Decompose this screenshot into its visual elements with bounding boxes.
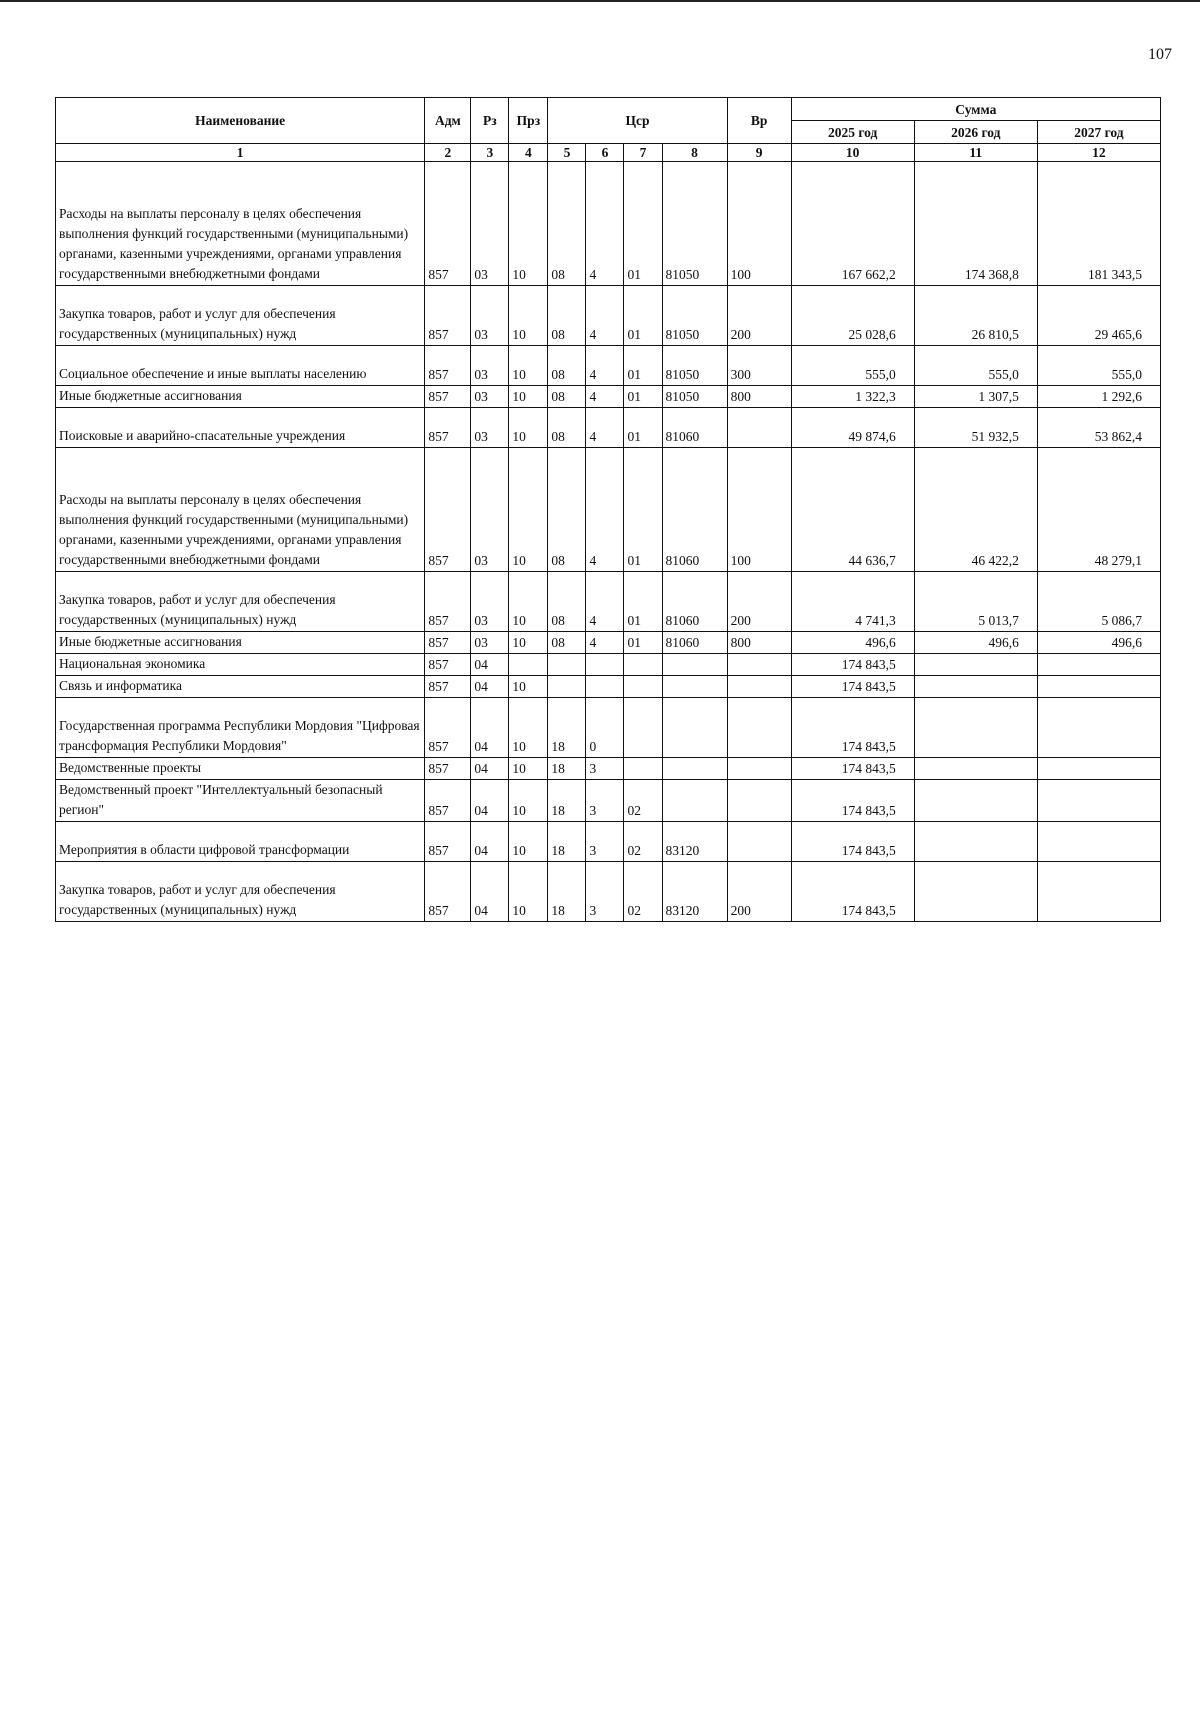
row-csr-program: 08 bbox=[548, 448, 586, 572]
row-rz: 03 bbox=[471, 346, 509, 386]
header-year-2025: 2025 год bbox=[791, 121, 914, 144]
row-vr: 100 bbox=[727, 448, 791, 572]
row-sum-2026: 5 013,7 bbox=[914, 572, 1037, 632]
row-rz: 03 bbox=[471, 632, 509, 654]
table-row bbox=[56, 822, 1161, 862]
table-body bbox=[56, 162, 1161, 922]
row-csr-direction: 81060 bbox=[662, 448, 727, 572]
header-name: Наименование bbox=[56, 98, 425, 144]
row-csr-type: 4 bbox=[586, 286, 624, 346]
row-rz: 04 bbox=[471, 676, 509, 698]
row-csr-program: 18 bbox=[548, 698, 586, 758]
row-adm: 857 bbox=[425, 386, 471, 408]
header-year-2026: 2026 год bbox=[914, 121, 1037, 144]
row-name: Иные бюджетные ассигнования bbox=[56, 632, 425, 654]
row-sum-2027: 53 862,4 bbox=[1037, 408, 1160, 448]
row-sum-2025: 174 843,5 bbox=[791, 758, 914, 780]
row-csr-type: 4 bbox=[586, 408, 624, 448]
row-adm: 857 bbox=[425, 822, 471, 862]
row-vr bbox=[727, 408, 791, 448]
table-row bbox=[56, 698, 1161, 758]
row-sum-2025: 174 843,5 bbox=[791, 862, 914, 922]
row-name: Поисковые и аварийно-спасательные учреждения bbox=[56, 408, 425, 448]
row-csr-program: 18 bbox=[548, 862, 586, 922]
row-sum-2025: 167 662,2 bbox=[791, 162, 914, 286]
row-adm: 857 bbox=[425, 780, 471, 822]
row-vr: 200 bbox=[727, 572, 791, 632]
row-name: Ведомственные проекты bbox=[56, 758, 425, 780]
row-csr-program: 08 bbox=[548, 346, 586, 386]
row-csr-direction: 81060 bbox=[662, 572, 727, 632]
row-adm: 857 bbox=[425, 572, 471, 632]
header-year-2027: 2027 год bbox=[1037, 121, 1160, 144]
row-prz: 10 bbox=[509, 408, 548, 448]
row-csr-program: 08 bbox=[548, 632, 586, 654]
row-name: Закупка товаров, работ и услуг для обеспечения государственных (муниципальных) нужд bbox=[56, 862, 425, 922]
row-sum-2025: 4 741,3 bbox=[791, 572, 914, 632]
row-vr bbox=[727, 676, 791, 698]
table-row bbox=[56, 286, 1161, 346]
row-csr-program: 18 bbox=[548, 822, 586, 862]
row-rz: 04 bbox=[471, 654, 509, 676]
row-adm: 857 bbox=[425, 162, 471, 286]
row-sum-2027 bbox=[1037, 780, 1160, 822]
table-header bbox=[56, 98, 1161, 162]
row-csr-program: 18 bbox=[548, 758, 586, 780]
row-csr-type: 4 bbox=[586, 632, 624, 654]
header-csr: Цср bbox=[548, 98, 727, 144]
row-rz: 03 bbox=[471, 286, 509, 346]
row-csr-structure: 01 bbox=[624, 162, 662, 286]
header-vr: Вр bbox=[727, 98, 791, 144]
row-csr-type: 4 bbox=[586, 346, 624, 386]
col-number: 3 bbox=[471, 144, 509, 162]
row-sum-2027: 1 292,6 bbox=[1037, 386, 1160, 408]
row-vr bbox=[727, 822, 791, 862]
row-csr-direction bbox=[662, 698, 727, 758]
row-csr-structure: 01 bbox=[624, 448, 662, 572]
row-csr-direction bbox=[662, 676, 727, 698]
row-csr-type: 4 bbox=[586, 386, 624, 408]
row-csr-program bbox=[548, 654, 586, 676]
row-csr-program: 08 bbox=[548, 408, 586, 448]
row-sum-2025: 1 322,3 bbox=[791, 386, 914, 408]
row-sum-2025: 174 843,5 bbox=[791, 654, 914, 676]
row-csr-direction: 81060 bbox=[662, 632, 727, 654]
row-csr-program: 08 bbox=[548, 386, 586, 408]
row-prz bbox=[509, 654, 548, 676]
row-csr-program: 18 bbox=[548, 780, 586, 822]
row-prz: 10 bbox=[509, 698, 548, 758]
row-vr: 100 bbox=[727, 162, 791, 286]
row-sum-2027 bbox=[1037, 822, 1160, 862]
row-csr-type: 3 bbox=[586, 758, 624, 780]
col-number: 6 bbox=[586, 144, 624, 162]
table-row bbox=[56, 862, 1161, 922]
row-vr: 800 bbox=[727, 386, 791, 408]
row-adm: 857 bbox=[425, 698, 471, 758]
row-sum-2026 bbox=[914, 822, 1037, 862]
row-sum-2026: 26 810,5 bbox=[914, 286, 1037, 346]
row-vr bbox=[727, 758, 791, 780]
row-prz: 10 bbox=[509, 676, 548, 698]
row-csr-direction: 81060 bbox=[662, 408, 727, 448]
row-vr: 200 bbox=[727, 286, 791, 346]
row-sum-2027 bbox=[1037, 758, 1160, 780]
row-csr-structure: 01 bbox=[624, 408, 662, 448]
col-number: 8 bbox=[662, 144, 727, 162]
row-rz: 04 bbox=[471, 758, 509, 780]
row-name: Национальная экономика bbox=[56, 654, 425, 676]
row-csr-type: 3 bbox=[586, 862, 624, 922]
table-row bbox=[56, 408, 1161, 448]
row-sum-2025: 174 843,5 bbox=[791, 698, 914, 758]
row-adm: 857 bbox=[425, 758, 471, 780]
row-sum-2027: 48 279,1 bbox=[1037, 448, 1160, 572]
row-adm: 857 bbox=[425, 676, 471, 698]
row-adm: 857 bbox=[425, 862, 471, 922]
row-csr-structure bbox=[624, 654, 662, 676]
row-sum-2027: 496,6 bbox=[1037, 632, 1160, 654]
row-sum-2027 bbox=[1037, 676, 1160, 698]
row-name: Иные бюджетные ассигнования bbox=[56, 386, 425, 408]
table-row bbox=[56, 162, 1161, 286]
row-sum-2026: 46 422,2 bbox=[914, 448, 1037, 572]
row-csr-program bbox=[548, 676, 586, 698]
row-vr bbox=[727, 698, 791, 758]
row-csr-type: 4 bbox=[586, 448, 624, 572]
row-csr-type: 0 bbox=[586, 698, 624, 758]
row-csr-type: 4 bbox=[586, 572, 624, 632]
row-csr-structure bbox=[624, 676, 662, 698]
table-row bbox=[56, 448, 1161, 572]
row-vr bbox=[727, 780, 791, 822]
row-prz: 10 bbox=[509, 862, 548, 922]
row-name: Закупка товаров, работ и услуг для обеспечения государственных (муниципальных) нужд bbox=[56, 572, 425, 632]
row-sum-2026: 496,6 bbox=[914, 632, 1037, 654]
row-csr-direction: 81050 bbox=[662, 286, 727, 346]
row-rz: 04 bbox=[471, 822, 509, 862]
table-row bbox=[56, 346, 1161, 386]
row-adm: 857 bbox=[425, 408, 471, 448]
table-row bbox=[56, 572, 1161, 632]
row-vr: 300 bbox=[727, 346, 791, 386]
page-number: 107 bbox=[1148, 46, 1172, 63]
row-sum-2026 bbox=[914, 698, 1037, 758]
row-prz: 10 bbox=[509, 386, 548, 408]
row-name: Ведомственный проект "Интеллектуальный безопасный регион" bbox=[56, 780, 425, 822]
table-row bbox=[56, 780, 1161, 822]
col-number: 11 bbox=[914, 144, 1037, 162]
row-vr: 200 bbox=[727, 862, 791, 922]
row-rz: 04 bbox=[471, 698, 509, 758]
row-rz: 03 bbox=[471, 572, 509, 632]
row-sum-2027 bbox=[1037, 698, 1160, 758]
header-sum: Сумма bbox=[791, 98, 1160, 121]
row-sum-2025: 555,0 bbox=[791, 346, 914, 386]
row-adm: 857 bbox=[425, 654, 471, 676]
row-name: Социальное обеспечение и иные выплаты населению bbox=[56, 346, 425, 386]
row-csr-structure: 01 bbox=[624, 572, 662, 632]
row-sum-2025: 25 028,6 bbox=[791, 286, 914, 346]
row-sum-2027: 181 343,5 bbox=[1037, 162, 1160, 286]
col-number: 2 bbox=[425, 144, 471, 162]
row-sum-2026: 51 932,5 bbox=[914, 408, 1037, 448]
row-sum-2026 bbox=[914, 758, 1037, 780]
row-rz: 03 bbox=[471, 448, 509, 572]
row-rz: 03 bbox=[471, 408, 509, 448]
row-sum-2025: 44 636,7 bbox=[791, 448, 914, 572]
row-rz: 04 bbox=[471, 780, 509, 822]
row-sum-2027 bbox=[1037, 654, 1160, 676]
row-csr-type: 3 bbox=[586, 780, 624, 822]
row-csr-structure: 01 bbox=[624, 346, 662, 386]
row-csr-program: 08 bbox=[548, 572, 586, 632]
col-number: 1 bbox=[56, 144, 425, 162]
row-csr-program: 08 bbox=[548, 162, 586, 286]
table-row bbox=[56, 758, 1161, 780]
row-rz: 03 bbox=[471, 386, 509, 408]
table-row bbox=[56, 654, 1161, 676]
row-sum-2027: 29 465,6 bbox=[1037, 286, 1160, 346]
row-csr-structure: 02 bbox=[624, 780, 662, 822]
col-number: 9 bbox=[727, 144, 791, 162]
header-adm: Адм bbox=[425, 98, 471, 144]
row-csr-structure bbox=[624, 758, 662, 780]
row-prz: 10 bbox=[509, 572, 548, 632]
row-name: Расходы на выплаты персоналу в целях обеспечения выполнения функций государственными (муниципальными) органами, казенными учреждениями, органами управления государственными внебюджетными фондами bbox=[56, 162, 425, 286]
col-number: 7 bbox=[624, 144, 662, 162]
row-prz: 10 bbox=[509, 162, 548, 286]
row-csr-direction: 81050 bbox=[662, 162, 727, 286]
row-csr-direction: 83120 bbox=[662, 822, 727, 862]
row-csr-structure bbox=[624, 698, 662, 758]
row-csr-type: 4 bbox=[586, 162, 624, 286]
row-prz: 10 bbox=[509, 448, 548, 572]
row-sum-2025: 174 843,5 bbox=[791, 822, 914, 862]
row-sum-2026 bbox=[914, 654, 1037, 676]
col-number: 12 bbox=[1037, 144, 1160, 162]
row-adm: 857 bbox=[425, 346, 471, 386]
row-prz: 10 bbox=[509, 780, 548, 822]
row-csr-structure: 02 bbox=[624, 822, 662, 862]
row-csr-program: 08 bbox=[548, 286, 586, 346]
row-csr-structure: 02 bbox=[624, 862, 662, 922]
row-csr-direction bbox=[662, 654, 727, 676]
row-sum-2026 bbox=[914, 780, 1037, 822]
row-rz: 04 bbox=[471, 862, 509, 922]
row-sum-2025: 174 843,5 bbox=[791, 780, 914, 822]
header-prz: Прз bbox=[509, 98, 548, 144]
row-sum-2027: 5 086,7 bbox=[1037, 572, 1160, 632]
col-number: 4 bbox=[509, 144, 548, 162]
row-sum-2026: 1 307,5 bbox=[914, 386, 1037, 408]
row-name: Государственная программа Республики Мордовия "Цифровая трансформация Республики Мордовия" bbox=[56, 698, 425, 758]
row-vr: 800 bbox=[727, 632, 791, 654]
row-name: Мероприятия в области цифровой трансформации bbox=[56, 822, 425, 862]
row-csr-type bbox=[586, 676, 624, 698]
row-prz: 10 bbox=[509, 822, 548, 862]
page-top-border bbox=[0, 0, 1200, 2]
row-sum-2025: 174 843,5 bbox=[791, 676, 914, 698]
row-csr-structure: 01 bbox=[624, 286, 662, 346]
header-rz: Рз bbox=[471, 98, 509, 144]
row-csr-structure: 01 bbox=[624, 386, 662, 408]
col-number: 10 bbox=[791, 144, 914, 162]
row-csr-type bbox=[586, 654, 624, 676]
row-sum-2026: 174 368,8 bbox=[914, 162, 1037, 286]
row-csr-type: 3 bbox=[586, 822, 624, 862]
row-sum-2025: 49 874,6 bbox=[791, 408, 914, 448]
table-row bbox=[56, 632, 1161, 654]
column-number-row bbox=[56, 144, 1161, 162]
row-adm: 857 bbox=[425, 286, 471, 346]
budget-table bbox=[55, 97, 1161, 922]
row-csr-direction: 81050 bbox=[662, 386, 727, 408]
row-sum-2026 bbox=[914, 676, 1037, 698]
table-row bbox=[56, 676, 1161, 698]
row-name: Связь и информатика bbox=[56, 676, 425, 698]
row-csr-direction bbox=[662, 780, 727, 822]
row-sum-2027: 555,0 bbox=[1037, 346, 1160, 386]
col-number: 5 bbox=[548, 144, 586, 162]
table-row bbox=[56, 386, 1161, 408]
row-csr-direction: 81050 bbox=[662, 346, 727, 386]
row-prz: 10 bbox=[509, 286, 548, 346]
row-csr-structure: 01 bbox=[624, 632, 662, 654]
row-rz: 03 bbox=[471, 162, 509, 286]
row-name: Закупка товаров, работ и услуг для обеспечения государственных (муниципальных) нужд bbox=[56, 286, 425, 346]
row-prz: 10 bbox=[509, 632, 548, 654]
row-sum-2025: 496,6 bbox=[791, 632, 914, 654]
row-prz: 10 bbox=[509, 758, 548, 780]
row-vr bbox=[727, 654, 791, 676]
row-sum-2026 bbox=[914, 862, 1037, 922]
row-name: Расходы на выплаты персоналу в целях обеспечения выполнения функций государственными (муниципальными) органами, казенными учреждениями, органами управления государственными внебюджетными фондами bbox=[56, 448, 425, 572]
row-csr-direction: 83120 bbox=[662, 862, 727, 922]
row-adm: 857 bbox=[425, 448, 471, 572]
row-adm: 857 bbox=[425, 632, 471, 654]
row-prz: 10 bbox=[509, 346, 548, 386]
row-sum-2027 bbox=[1037, 862, 1160, 922]
row-sum-2026: 555,0 bbox=[914, 346, 1037, 386]
row-csr-direction bbox=[662, 758, 727, 780]
